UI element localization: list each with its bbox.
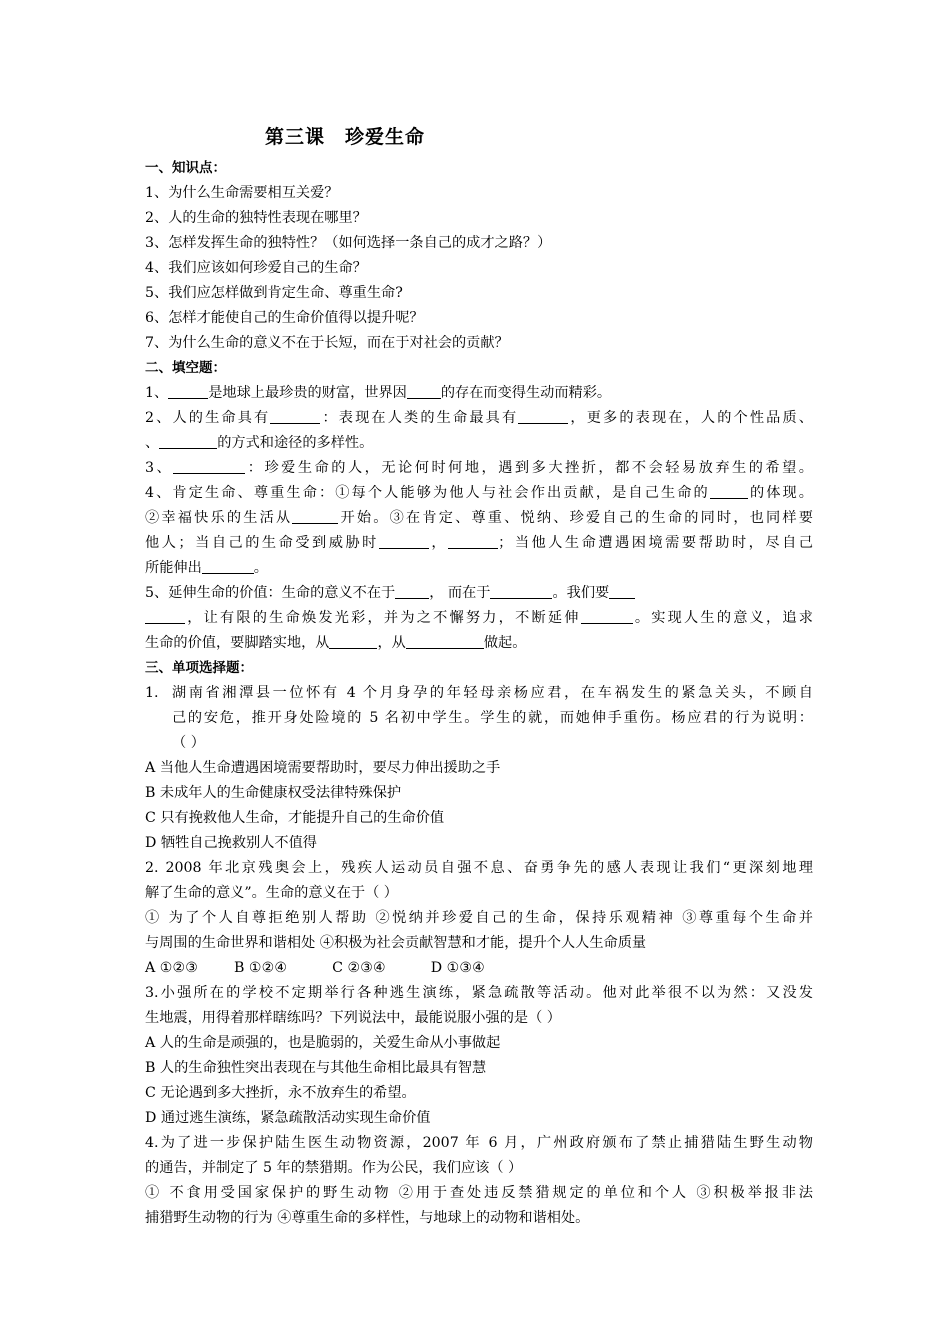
knowledge-item: 1、为什么生命需要相互关爱？	[145, 185, 339, 201]
blank	[168, 382, 208, 399]
blank	[202, 557, 254, 574]
knowledge-item: 2、人的生命的独特性表现在哪里？	[145, 210, 367, 226]
mc-option: A ①②③ B ①②④ C ②③④ D ①③④	[145, 960, 485, 976]
fill-blank-q2: 2、人的生命具有 ：表现在人类的生命最具有 ，更多的表现在，人的个性品质、	[145, 406, 813, 431]
mc-q4-statements: 捕猎野生动物的行为 ④尊重生命的多样性，与地球上的动物和谐相处。	[145, 1210, 590, 1226]
mc-option: B 人的生命独性突出表现在与其他生命相比最具有智慧	[145, 1060, 487, 1076]
knowledge-item: 3、怎样发挥生命的独特性？（如何选择一条自己的成才之路？）	[145, 235, 552, 251]
mc-q3-stem: 生地震，用得着那样瞎练吗？下列说法中，最能说服小强的是（ ）	[145, 1010, 561, 1026]
blank	[379, 532, 429, 549]
blank	[490, 582, 552, 599]
blank	[609, 582, 635, 599]
blank	[518, 407, 568, 424]
mc-option: B 未成年人的生命健康权受法律特殊保护	[145, 785, 402, 801]
blank	[581, 607, 633, 624]
blank	[292, 507, 338, 524]
mc-q2-stem: 解了生命的意义”。生命的意义在于（ ）	[145, 885, 398, 901]
blank	[270, 407, 320, 424]
document-page	[145, 118, 813, 1231]
fill-blank-q5: 5、延伸生命的价值：生命的意义不在于 ， 而在于 。我们要	[145, 581, 813, 606]
mc-option: C 无论遇到多大挫折，永不放弃生的希望。	[145, 1085, 416, 1101]
blank	[407, 382, 441, 399]
fill-blank-q2-cont: 、 的方式和途径的多样性。	[145, 431, 813, 456]
blank	[173, 457, 245, 474]
page-title: 第三课 珍爱生命	[265, 126, 426, 148]
blank	[145, 607, 185, 624]
fill-blank-q4-cont: ②幸福快乐的生活从 开始。③在肯定、尊重、悦纳、珍爱自己的生命的同时，也同样要	[145, 506, 813, 531]
blank	[448, 532, 498, 549]
knowledge-item: 6、怎样才能使自己的生命价值得以提升呢？	[145, 310, 424, 326]
mc-q1-stem: 1. 湖南省湘潭县一位怀有 4 个月身孕的年轻母亲杨应君，在车祸发生的紧急关头，不顾自	[145, 685, 813, 701]
mc-q4-stem: 的通告，并制定了 5 年的禁猎期。作为公民，我们应该（ ）	[145, 1160, 523, 1176]
mc-q2-stem: 2. 2008 年北京残奥会上，残疾人运动员自强不息、奋勇争先的感人表现让我们“更深刻地理	[145, 860, 813, 876]
mc-option: A 当他人生命遭遇困境需要帮助时，要尽力伸出援助之手	[145, 760, 501, 776]
section-heading-fill-blank: 二、填空题：	[145, 360, 226, 376]
fill-blank-q4-cont: 他人；当自己的生命受到威胁时 ， ；当他人生命遭遇困境需要帮助时，尽自己	[145, 531, 813, 556]
knowledge-item: 4、我们应该如何珍爱自己的生命？	[145, 260, 367, 276]
mc-q4-statements: ① 不食用受国家保护的野生动物 ②用于查处违反禁猎规定的单位和个人 ③积极举报非法	[145, 1185, 813, 1201]
blank	[710, 482, 748, 499]
mc-q4-stem: 4.为了进一步保护陆生医生动物资源，2007 年 6 月，广州政府颁布了禁止捕猎陆生野生动物	[145, 1135, 813, 1151]
section-heading-knowledge: 一、知识点：	[145, 160, 226, 176]
fill-blank-q5-cont: 生命的价值，要脚踏实地，从 ，从 做起。	[145, 631, 813, 656]
mc-option: A 人的生命是顽强的，也是脆弱的，关爱生命从小事做起	[145, 1035, 501, 1051]
knowledge-item: 5、我们应怎样做到肯定生命、尊重生命?	[145, 285, 403, 301]
section-heading-multiple-choice: 三、单项选择题：	[145, 660, 253, 676]
mc-option: D 牺牲自己挽救别人不值得	[145, 835, 317, 851]
knowledge-item: 7、为什么生命的意义不在于长短，而在于对社会的贡献？	[145, 335, 509, 351]
mc-q2-statements: 与周围的生命世界和谐相处 ④积极为社会贡献智慧和才能，提升个人人生命质量	[145, 935, 647, 951]
mc-q1-stem: 己的安危，推开身处险境的 5 名初中学生。学生的就，而她伸手重伤。杨应君的行为说明：	[172, 710, 813, 726]
fill-blank-q5-cont: ，让有限的生命焕发光彩，并为之不懈努力，不断延伸 。实现人生的意义，追求	[145, 606, 813, 631]
fill-blank-q3: 3、 ：珍爱生命的人，无论何时何地，遇到多大挫折，都不会轻易放弃生的希望。	[145, 456, 813, 481]
mc-q1-stem: （ ）	[172, 735, 205, 751]
fill-blank-q1: 1、 是地球上最珍贵的财富，世界因 的存在而变得生动而精彩。	[145, 381, 813, 406]
mc-q3-stem: 3.小强所在的学校不定期举行各种逃生演练，紧急疏散等活动。他对此举很不以为然：又没发	[145, 985, 813, 1001]
mc-option: C 只有挽救他人生命，才能提升自己的生命价值	[145, 810, 445, 826]
mc-q2-statements: ① 为了个人自尊拒绝别人帮助 ②悦纳并珍爱自己的生命，保持乐观精神 ③尊重每个生命并	[145, 910, 813, 926]
fill-blank-q4: 4、肯定生命、尊重生命：①每个人能够为他人与社会作出贡献，是自己生命的 的体现。	[145, 481, 813, 506]
blank	[406, 632, 484, 649]
blank	[159, 432, 217, 449]
blank	[395, 582, 429, 599]
fill-blank-q4-cont: 所能伸出 。	[145, 556, 813, 581]
mc-option: D 通过逃生演练，紧急疏散活动实现生命价值	[145, 1110, 431, 1126]
blank	[329, 632, 377, 649]
